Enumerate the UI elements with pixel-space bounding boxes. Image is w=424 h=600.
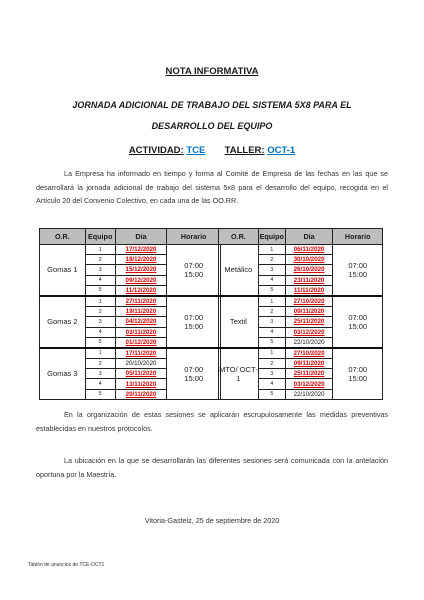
equipo-cell: 4 (258, 327, 285, 337)
horario-start: 07:00 (348, 364, 368, 374)
dia-cell: 09/11/2020 (285, 307, 333, 317)
location-text: La ubicación en la que se desarrollarán las diferentes sesiones será comunicada con la antelación oportuna por la Maestría. (36, 456, 388, 479)
header-dia: Día (285, 229, 333, 245)
horario-end: 15:00 (348, 321, 368, 331)
dia-cell: 11/11/2020 (285, 285, 333, 296)
or-cell: Metálico (219, 245, 259, 296)
dia-cell: 01/12/2020 (115, 337, 167, 348)
horario-end: 15:00 (184, 269, 204, 279)
horario-start: 07:00 (348, 312, 368, 322)
or-cell: Gomas 1 (40, 245, 86, 296)
dia-cell: 03/12/2020 (285, 327, 333, 337)
equipo-cell: 2 (85, 307, 115, 317)
dia-cell: 17/12/2020 (115, 245, 167, 255)
equipo-cell: 4 (258, 379, 285, 389)
equipo-cell: 1 (258, 245, 285, 255)
dia-cell: 25/11/2020 (285, 369, 333, 379)
schedule-table-right (218, 228, 383, 400)
dia-cell: 18/12/2020 (115, 255, 167, 265)
table-row (40, 296, 221, 307)
equipo-cell: 4 (258, 275, 285, 285)
horario-cell (333, 245, 383, 296)
table-row (219, 296, 383, 307)
equipo-cell: 1 (85, 245, 115, 255)
equipo-cell: 2 (258, 307, 285, 317)
equipo-cell: 2 (258, 359, 285, 369)
equipo-cell: 3 (85, 265, 115, 275)
horario-cell (333, 296, 383, 348)
taller-label: TALLER: (224, 145, 265, 156)
dia-cell: 09/12/2020 (115, 275, 167, 285)
equipo-cell: 1 (258, 296, 285, 307)
header-horario: Horario (167, 229, 221, 245)
horario-start: 07:00 (348, 260, 368, 270)
equipo-cell: 5 (85, 337, 115, 348)
measures-text: En la organización de estas sesiones se aplicarán escrupulosamente las medidas preventivas establecidas en nuestros protocolos. (36, 410, 388, 433)
table-row (40, 245, 221, 255)
equipo-cell: 1 (85, 296, 115, 307)
activity-value: TCE (186, 145, 206, 156)
dia-cell: 25/11/2020 (285, 317, 333, 327)
header-equipo: Equipo (85, 229, 115, 245)
horario-start: 07:00 (184, 260, 204, 270)
dia-cell: 03/11/2020 (115, 327, 167, 337)
document-title: NOTA INFORMATIVA (165, 66, 259, 77)
location-paragraph (36, 454, 388, 481)
equipo-cell: 3 (258, 369, 285, 379)
dia-cell: 20/11/2020 (115, 389, 167, 399)
or-cell: MTO/ OCT-1 (219, 348, 259, 399)
dia-cell: 13/11/2020 (115, 379, 167, 389)
horario-cell (167, 245, 221, 296)
footer-note: Tablón de anuncios de TCE-OCT1 (28, 562, 105, 568)
header-or: O.R. (219, 229, 259, 245)
or-cell: Gomas 2 (40, 296, 86, 348)
or-cell: Gomas 3 (40, 348, 86, 399)
dia-cell: 15/12/2020 (115, 265, 167, 275)
equipo-cell: 2 (85, 255, 115, 265)
dia-cell: 27/10/2020 (285, 348, 333, 359)
table-row (219, 245, 383, 255)
table-row (219, 348, 383, 359)
equipo-cell: 4 (85, 327, 115, 337)
date-line: Vitoria-Gasteiz, 25 de septiembre de 2020 (144, 516, 280, 525)
dia-cell: 27/10/2020 (285, 296, 333, 307)
equipo-cell: 4 (85, 275, 115, 285)
table-row (40, 348, 221, 359)
dia-cell: 17/11/2020 (115, 348, 167, 359)
dia-cell: 23/11/2020 (285, 275, 333, 285)
dia-cell: 04/12/2020 (115, 317, 167, 327)
dia-cell: 30/10/2020 (285, 255, 333, 265)
equipo-cell: 3 (85, 369, 115, 379)
header-dia: Día (115, 229, 167, 245)
horario-start: 07:00 (184, 364, 204, 374)
header-equipo: Equipo (258, 229, 285, 245)
dia-cell: 22/10/2020 (285, 389, 333, 399)
activity-label: ACTIVIDAD: (128, 145, 184, 156)
header-horario: Horario (333, 229, 383, 245)
dia-cell: 09/11/2020 (285, 359, 333, 369)
horario-end: 15:00 (184, 321, 204, 331)
dia-cell: 05/11/2020 (115, 369, 167, 379)
equipo-cell: 1 (258, 348, 285, 359)
equipo-cell: 4 (85, 379, 115, 389)
dia-cell: 03/12/2020 (285, 379, 333, 389)
equipo-cell: 3 (258, 265, 285, 275)
dia-cell: 11/12/2020 (115, 285, 167, 296)
intro-text: La Empresa ha informado en tiempo y forma al Comité de Empresa de las fechas en las que se desarrollará la jornada adicional de trabajo del sistema 5x8 para el desarrollo del equipo, recogida en el Artículo 20 del Convenio Colectivo, en cada una de las OO.RR. (36, 169, 388, 205)
activity-line (0, 145, 424, 156)
equipo-cell: 5 (85, 285, 115, 296)
horario-start: 07:00 (184, 312, 204, 322)
intro-paragraph (36, 167, 388, 208)
equipo-cell: 5 (85, 389, 115, 399)
equipo-cell: 2 (85, 359, 115, 369)
equipo-cell: 5 (258, 389, 285, 399)
measures-paragraph (36, 408, 388, 435)
equipo-cell: 1 (85, 348, 115, 359)
dia-cell: 20/10/2020 (115, 359, 167, 369)
taller-value: OCT-1 (267, 145, 296, 156)
horario-end: 15:00 (348, 373, 368, 383)
dia-cell: 06/11/2020 (285, 245, 333, 255)
dia-cell: 19/11/2020 (115, 307, 167, 317)
horario-cell (167, 348, 221, 399)
horario-end: 15:00 (184, 373, 204, 383)
dia-cell: 22/10/2020 (285, 337, 333, 348)
horario-end: 15:00 (348, 269, 368, 279)
schedule-table-left (39, 228, 221, 400)
equipo-cell: 5 (258, 285, 285, 296)
document-subtitle: JORNADA ADICIONAL DE TRABAJO DEL SISTEMA 5X8 PARA EL DESARROLLO DEL EQUIPO (72, 100, 352, 131)
equipo-cell: 2 (258, 255, 285, 265)
equipo-cell: 3 (258, 317, 285, 327)
header-or: O.R. (40, 229, 86, 245)
dia-cell: 26/10/2020 (285, 265, 333, 275)
equipo-cell: 3 (85, 317, 115, 327)
horario-cell (167, 296, 221, 348)
horario-cell (333, 348, 383, 399)
or-cell: Textil (219, 296, 259, 348)
equipo-cell: 5 (258, 337, 285, 348)
dia-cell: 27/11/2020 (115, 296, 167, 307)
